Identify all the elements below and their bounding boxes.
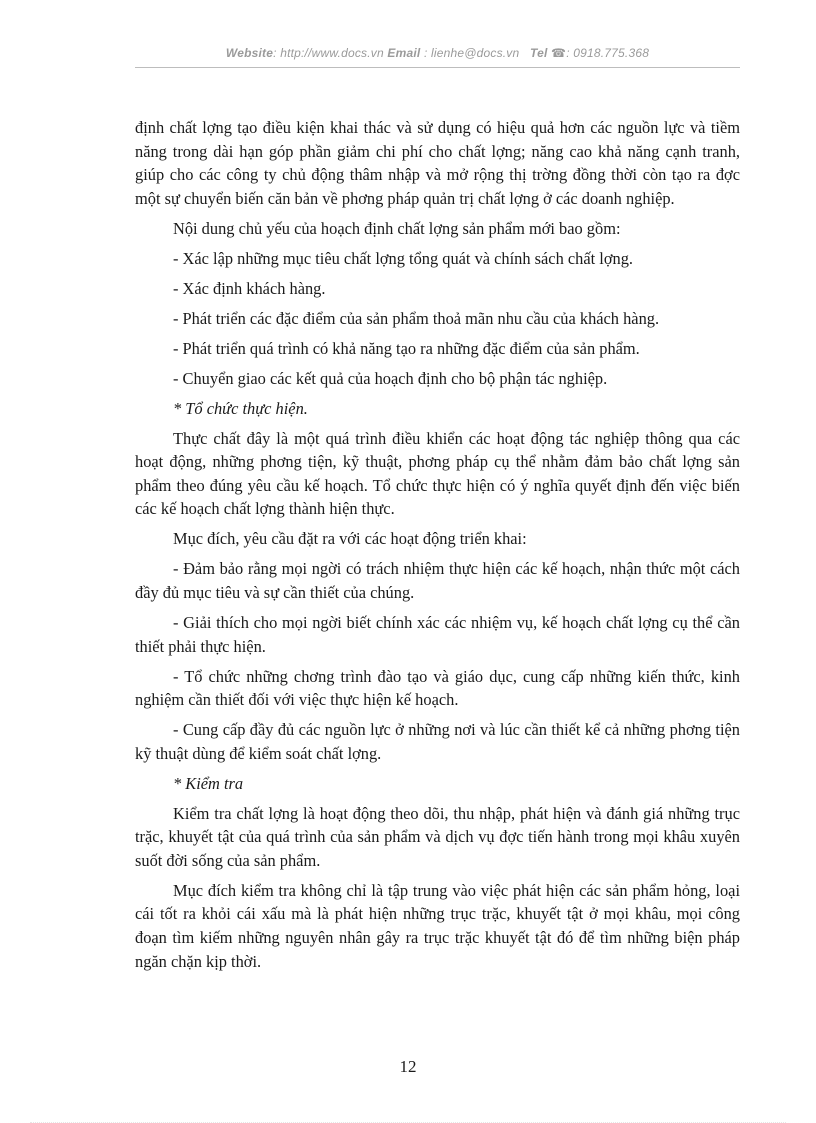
list-item: - Cung cấp đầy đủ các nguồn lực ở những nơi và lúc cần thiết kể cả những phơng tiện kỹ thuật dùng để kiểm soát chất lợng. [135, 720, 740, 763]
list-item: - Giải thích cho mọi ngời biết chính xác các nhiệm vụ, kế hoạch chất lợng cụ thể cần thiết phải thực hiện. [135, 612, 740, 656]
website-value[interactable]: : http://www.docs.vn [273, 46, 384, 60]
section-heading-implementation: * Tổ chức thực hiện. [173, 398, 308, 418]
document-body [135, 116, 740, 980]
paragraph: Mục đích, yêu cầu đặt ra với các hoạt động triển khai: [173, 529, 527, 549]
tel-label: Tel [530, 46, 548, 60]
page-number: 12 [399, 1057, 417, 1076]
paragraph: Nội dung chủ yếu của hoạch định chất lợng sản phẩm mới bao gồm: [173, 218, 621, 238]
phone-icon: ☎ [551, 46, 567, 60]
list-item: - Phát triển quá trình có khả năng tạo ra những đặc điểm của sản phẩm. [173, 338, 640, 358]
paragraph: Kiểm tra chất lợng là hoạt động theo dõi, thu nhập, phát hiện và đánh giá những trục trặc, khuyết tật của quá trình của sản phẩm và dịch vụ đợc tiến hành trong mọi khâu xuyên suốt đời sống của sản phẩm. [135, 803, 740, 870]
page-header [135, 46, 740, 60]
list-item: - Phát triển các đặc điểm của sản phẩm thoả mãn nhu cầu của khách hàng. [173, 308, 660, 328]
paragraph-continuation: định chất lợng tạo điều kiện khai thác và sử dụng có hiệu quả hơn các nguồn lực và tiềm năng trong dài hạn góp phần giảm chi phí cho chất lợng; năng cao khả năng cạnh tranh, giúp cho các công ty chủ động thâm nhập và mở rộng thị trờng đồng thời còn tạo ra đợc một sự chuyển biến căn bản về phơng pháp quản trị chất lợng ở các doanh nghiệp. [135, 118, 740, 208]
header-divider [135, 67, 740, 68]
section-heading-inspection: * Kiểm tra [173, 773, 244, 793]
tel-value: : 0918.775.368 [566, 46, 650, 60]
list-item: - Tổ chức những chơng trình đào tạo và giáo dục, cung cấp những kiến thức, kinh nghiệm cần thiết đối với việc thực hiện kế hoạch. [135, 666, 740, 710]
list-item: - Xác định khách hàng. [173, 278, 326, 298]
website-label: Website [225, 46, 274, 60]
list-item: - Đảm bảo rằng mọi ngời có trách nhiệm thực hiện các kế hoạch, nhận thức một cách đầy đủ mục tiêu và sự cần thiết của chúng. [135, 559, 740, 602]
list-item: - Chuyển giao các kết quả của hoạch định cho bộ phận tác nghiệp. [173, 368, 608, 388]
paragraph: Thực chất đây là một quá trình điều khiển các hoạt động tác nghiệp thông qua các hoạt động, những phơng tiện, kỹ thuật, phơng pháp cụ thể nhằm đảm bảo chất lợng sản phẩm theo đúng yêu cầu kế hoạch. Tổ chức thực hiện có ý nghĩa quyết định đến việc biến các kế hoạch chất lợng thành hiện thực. [135, 428, 740, 519]
email-value[interactable]: : lienhe@docs.vn [423, 46, 520, 60]
list-item: - Xác lập những mục tiêu chất lợng tổng quát và chính sách chất lợng. [173, 248, 633, 268]
paragraph: Mục đích kiểm tra không chỉ là tập trung vào việc phát hiện các sản phẩm hỏng, loại cái tốt ra khỏi cái xấu mà là phát hiện những trục trặc, khuyết tật ở mọi khâu, mọi công đoạn tìm kiếm những nguyên nhân gây ra trục trặc khuyết tật đó để tìm những biện pháp ngăn chặn kịp thời. [135, 880, 740, 971]
email-label: Email [387, 46, 421, 60]
